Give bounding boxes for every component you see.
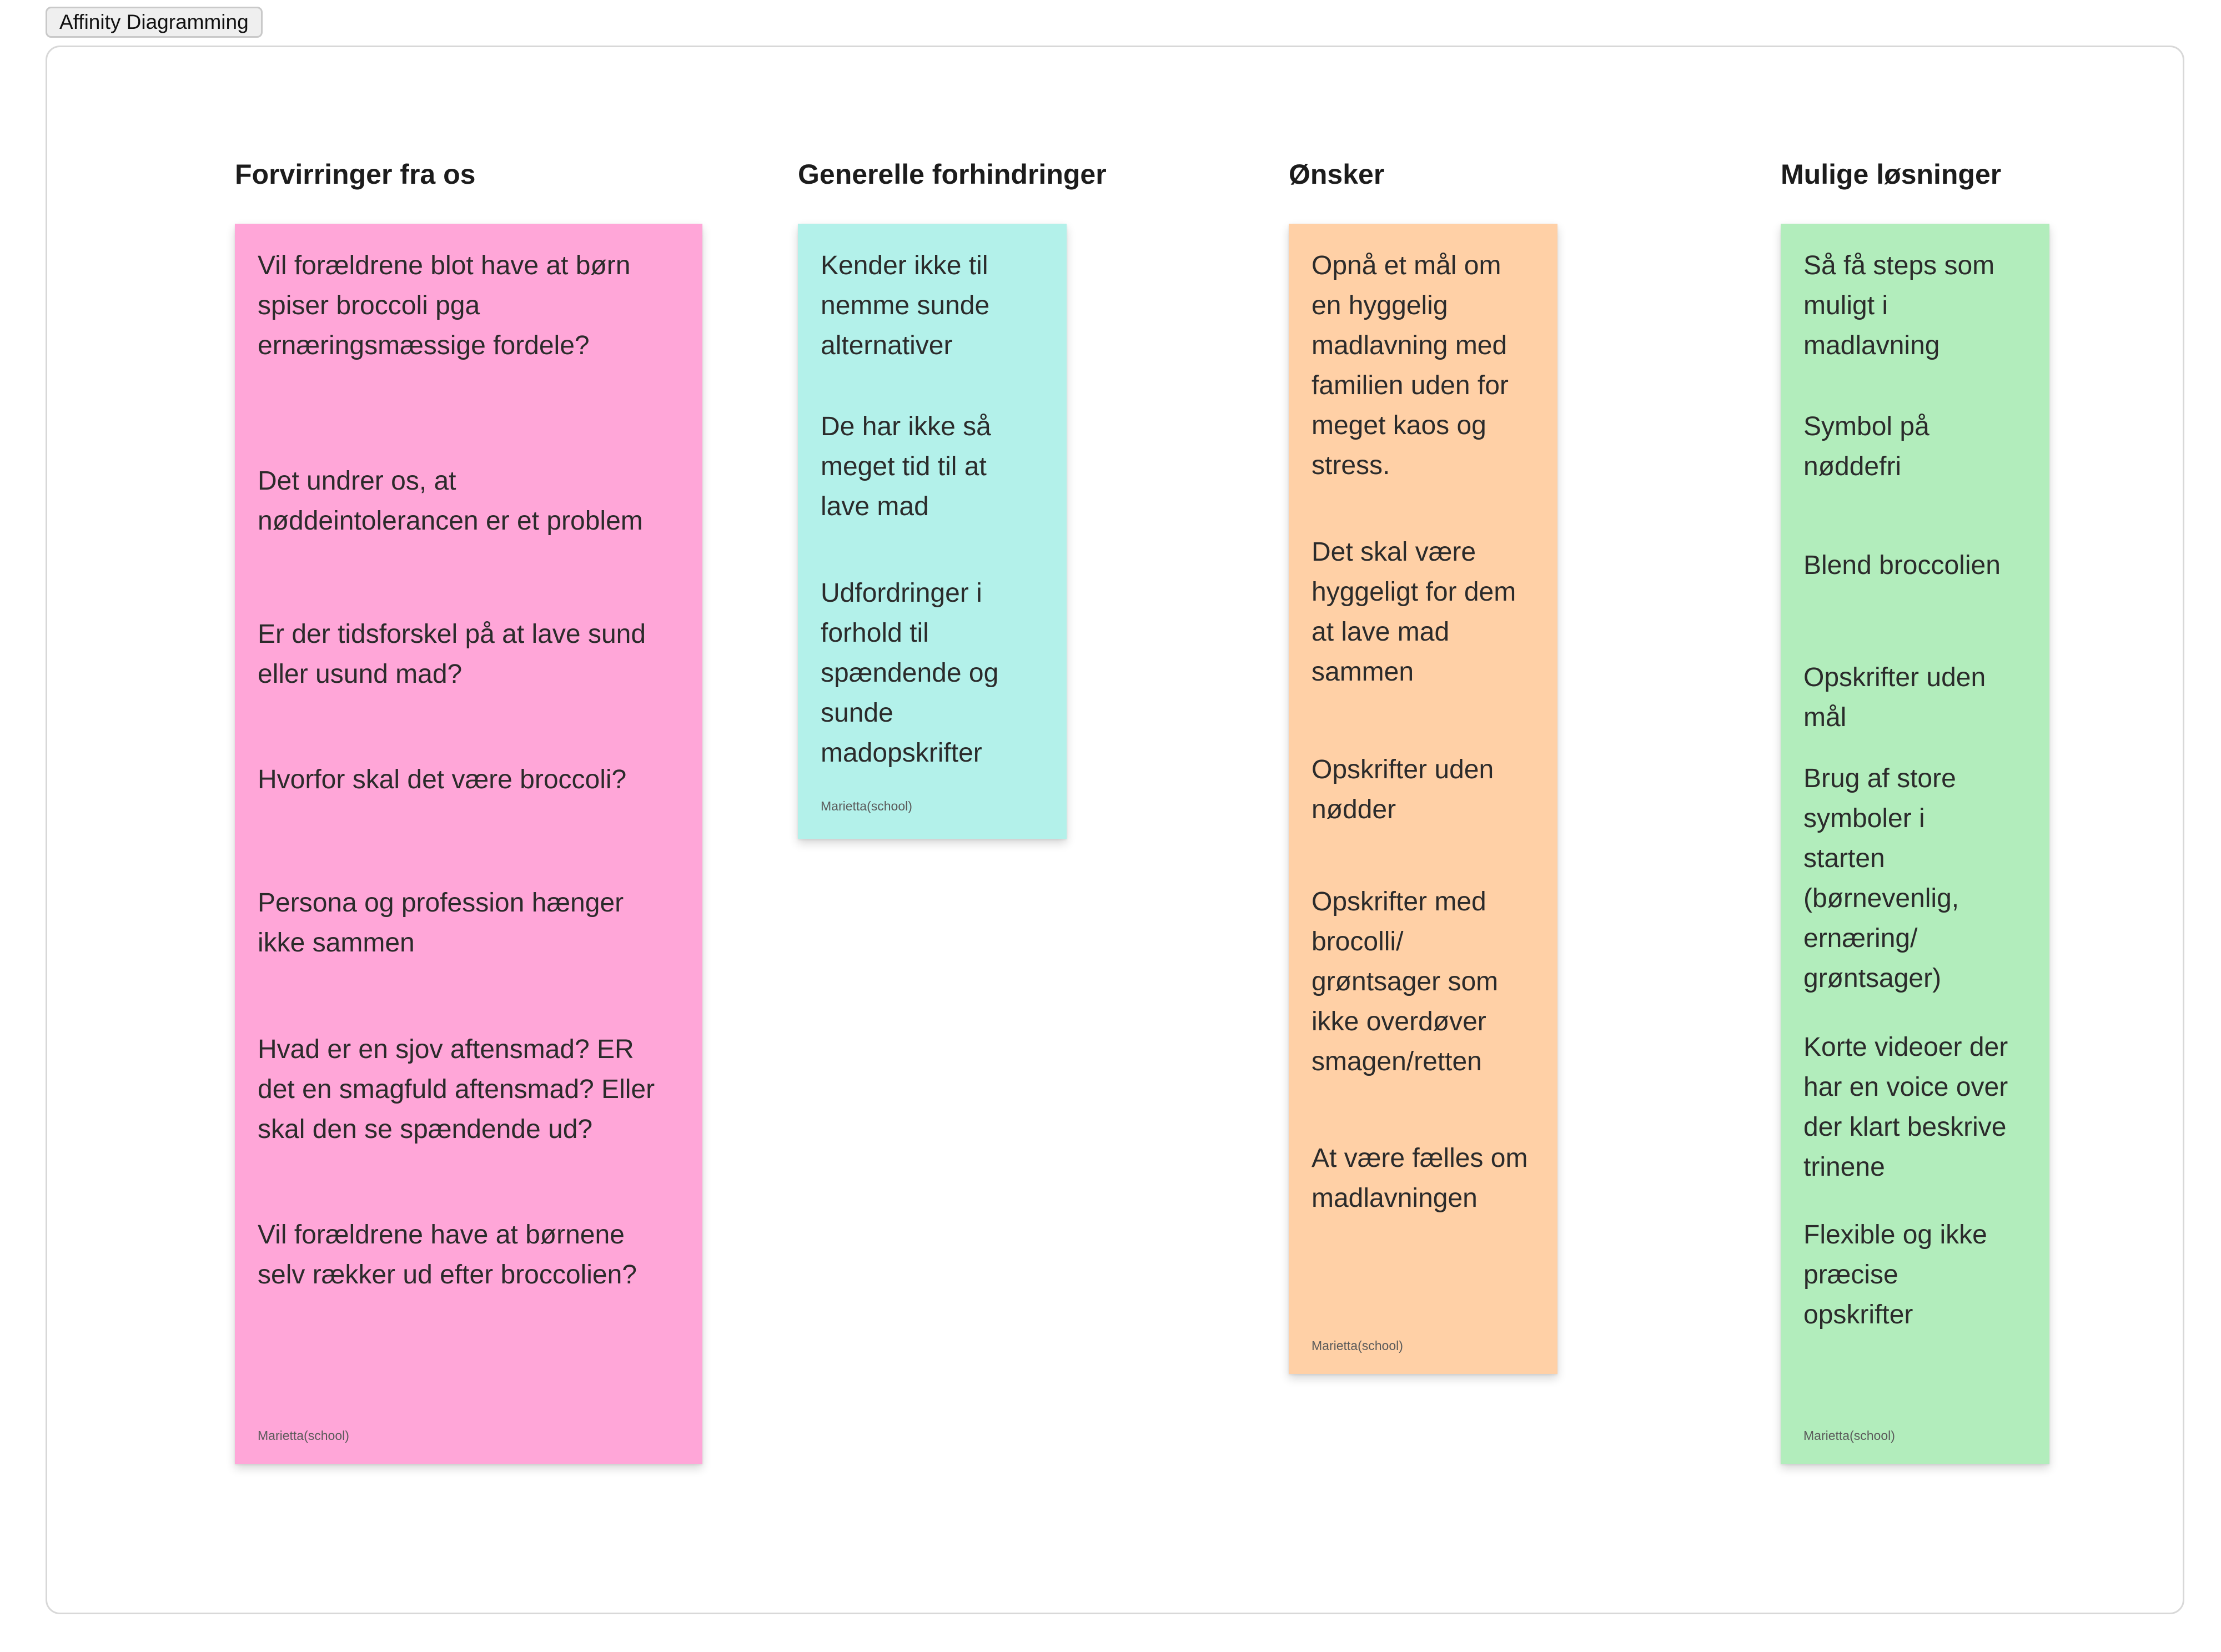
note-item[interactable]: Opskrifter med brocolli/ grøntsager som ikke overdøver smagen/retten [1312, 887, 1499, 1076]
sticky-note-cyan[interactable] [798, 224, 1067, 839]
sticky-note-pink[interactable] [235, 224, 702, 1464]
column-title: Forvirringer fra os [235, 159, 476, 190]
note-item[interactable]: Opnå et mål om en hyggelig madlavning med familien uden for meget kaos og stress. [1312, 251, 1509, 480]
affinity-board-frame [46, 46, 2184, 1614]
note-item[interactable]: Symbol på nøddefri [1803, 412, 1929, 481]
note-item[interactable]: Opskrifter uden nødder [1312, 755, 1494, 824]
column-title: Mulige løsninger [1781, 159, 2002, 190]
note-item[interactable]: At være fælles om madlavningen [1312, 1144, 1528, 1213]
note-item[interactable]: Vil forældrene blot have at børn spiser broccoli pga ernæringsmæssige fordele? [258, 251, 631, 360]
note-item[interactable]: Så få steps som muligt i madlavning [1803, 251, 1995, 360]
note-item[interactable]: Det undrer os, at nøddeintolerancen er et problem [258, 466, 643, 536]
author-label: Marietta(school) [1803, 1428, 1895, 1443]
note-item[interactable]: Korte videoer der har en voice over der klart beskrive trinene [1803, 1032, 2008, 1182]
note-item[interactable]: Opskrifter uden mål [1803, 663, 1986, 732]
column-title: Generelle forhindringer [798, 159, 1107, 190]
note-item[interactable]: Er der tidsforskel på at lave sund eller usund mad? [258, 620, 646, 689]
column-title: Ønsker [1289, 159, 1385, 190]
note-item[interactable]: Flexible og ikke præcise opskrifter [1803, 1220, 1987, 1329]
sticky-note-orange[interactable] [1289, 224, 1557, 1374]
note-item[interactable]: Hvad er en sjov aftensmad? ER det en smagfuld aftensmad? Eller skal den se spændende ud? [258, 1035, 655, 1144]
author-label: Marietta(school) [1312, 1338, 1403, 1353]
note-item[interactable]: De har ikke så meget tid til at lave mad [821, 412, 991, 521]
author-label: Marietta(school) [821, 799, 912, 813]
note-item[interactable]: Kender ikke til nemme sunde alternativer [821, 251, 990, 360]
note-item[interactable]: Udfordringer i forhold til spændende og sunde madopskrifter [821, 578, 999, 768]
note-item[interactable]: Hvorfor skal det være broccoli? [258, 765, 627, 794]
note-item[interactable]: Brug af store symboler i starten (børnevenlig, ernæring/ grøntsager) [1803, 764, 1959, 993]
sticky-note-green[interactable] [1781, 224, 2049, 1464]
note-item[interactable]: Vil forældrene have at børnene selv rækker ud efter broccolien? [258, 1220, 637, 1290]
note-item[interactable]: Persona og profession hænger ikke sammen [258, 888, 624, 958]
author-label: Marietta(school) [258, 1428, 349, 1443]
frame-label[interactable]: Affinity Diagramming [46, 7, 263, 38]
note-item[interactable]: Det skal være hyggeligt for dem at lave mad sammen [1312, 537, 1516, 687]
note-item[interactable]: Blend broccolien [1803, 551, 2001, 580]
